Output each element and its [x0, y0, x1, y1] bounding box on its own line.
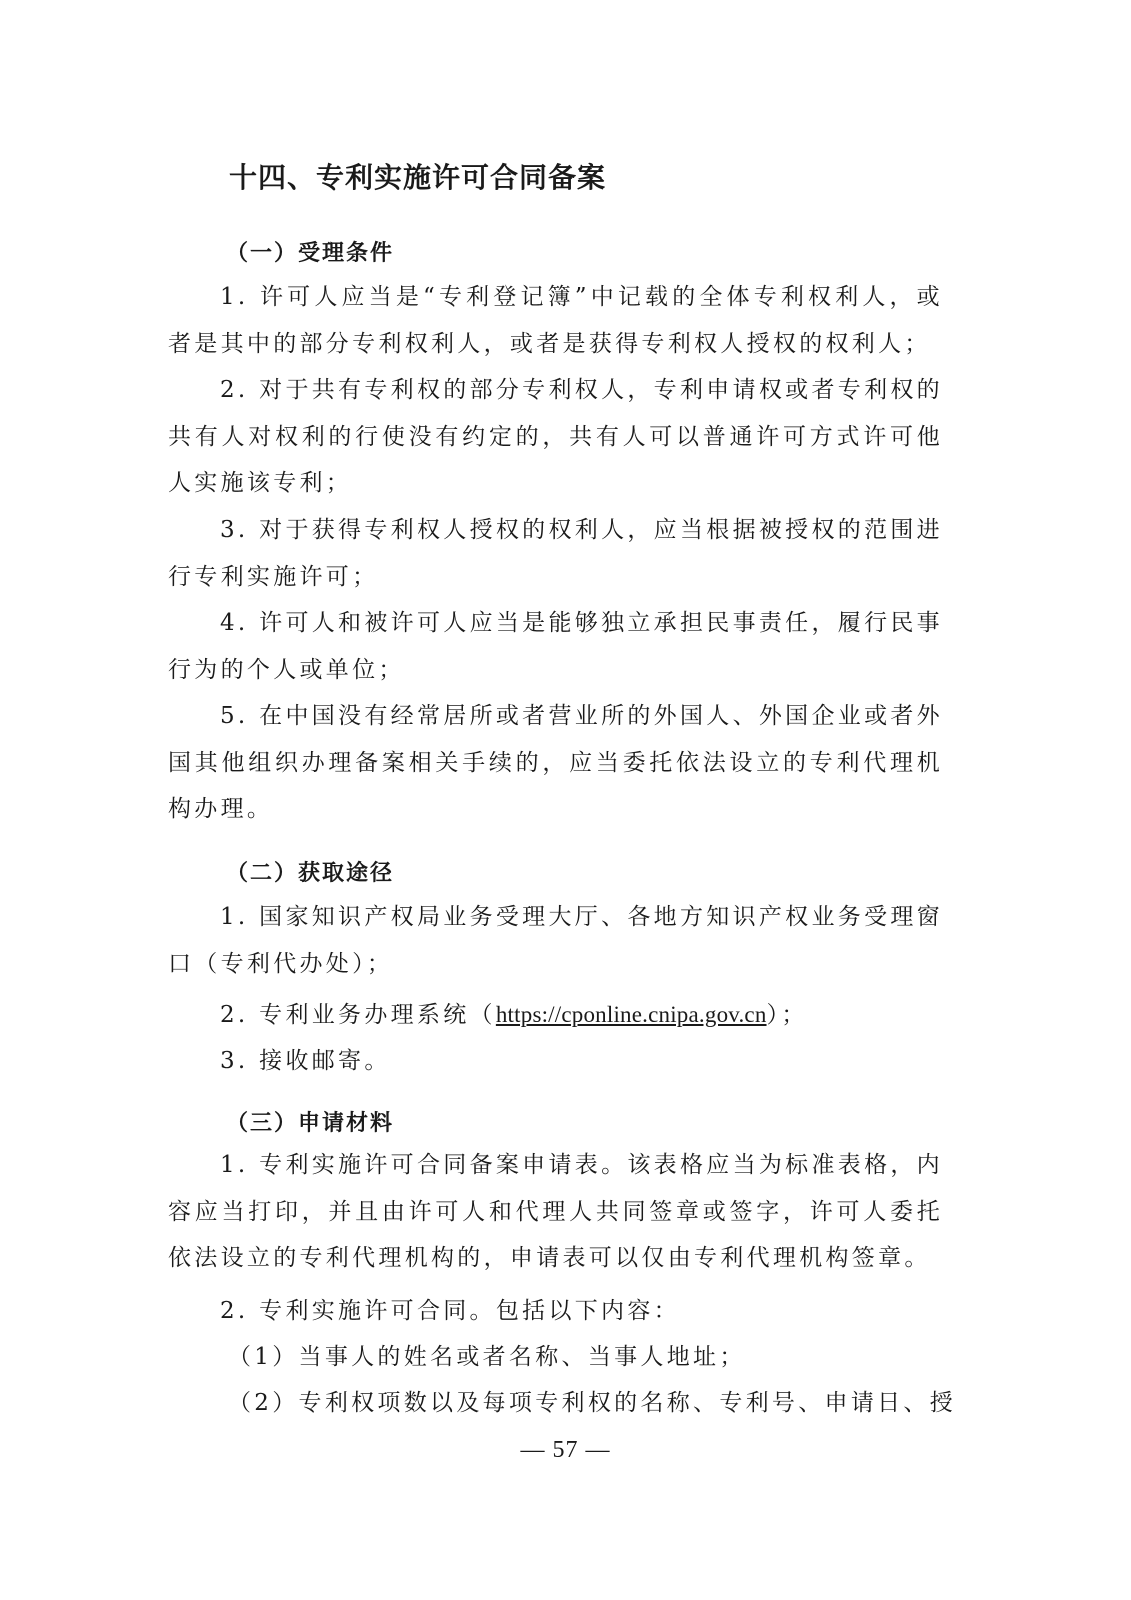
- section-2-title: （二）获取途径: [226, 861, 395, 886]
- section-2-item-2-prefix: 2. 专利业务办理系统（: [220, 1002, 496, 1028]
- section-3-subitem-1: （1）当事人的姓名或者名称、当事人地址；: [228, 1344, 746, 1370]
- section-2-item-2: [220, 996, 808, 1029]
- section-3-title: （三）申请材料: [226, 1111, 395, 1136]
- section-1-item-5: 5. 在中国没有经常居所或者营业所的外国人、外国企业或者外国其他组织办理备案相关手续的，应当委托依法设立的专利代理机构办理。: [168, 703, 943, 822]
- page-heading: 十四、专利实施许可合同备案: [229, 161, 607, 194]
- section-1-item-4: 4. 许可人和被许可人应当是能够独立承担民事责任，履行民事行为的个人或单位；: [168, 610, 943, 683]
- section-1-item-3: 3. 对于获得专利权人授权的权利人，应当根据被授权的范围进行专利实施许可；: [168, 517, 943, 590]
- section-3-item-1: 1. 专利实施许可合同备案申请表。该表格应当为标准表格，内容应当打印，并且由许可人和代理人共同签章或签字，许可人委托依法设立的专利代理机构的，申请表可以仅由专利代理机构签章。: [168, 1152, 943, 1271]
- section-3-subitem-2: （2）专利权项数以及每项专利权的名称、专利号、申请日、授: [228, 1390, 957, 1416]
- section-1-item-1: 1. 许可人应当是“专利登记簿”中记载的全体专利权利人，或者是其中的部分专利权利人，或者是获得专利权人授权的权利人；: [168, 284, 943, 357]
- section-3-item-2: 2. 专利实施许可合同。包括以下内容：: [220, 1298, 680, 1324]
- section-2-item-2-suffix: ）；: [766, 1002, 808, 1028]
- section-2-item-1: 1. 国家知识产权局业务受理大厅、各地方知识产权业务受理窗口（专利代办处）；: [168, 904, 943, 977]
- page-number: — 57 —: [520, 1437, 611, 1463]
- section-2-item-3: 3. 接收邮寄。: [220, 1048, 391, 1074]
- cponline-link[interactable]: https://cponline.cnipa.gov.cn: [495, 1002, 767, 1027]
- section-1-item-2: 2. 对于共有专利权的部分专利权人，专利申请权或者专利权的共有人对权利的行使没有约定的，共有人可以普通许可方式许可他人实施该专利；: [168, 377, 943, 496]
- section-1-title: （一）受理条件: [226, 241, 395, 266]
